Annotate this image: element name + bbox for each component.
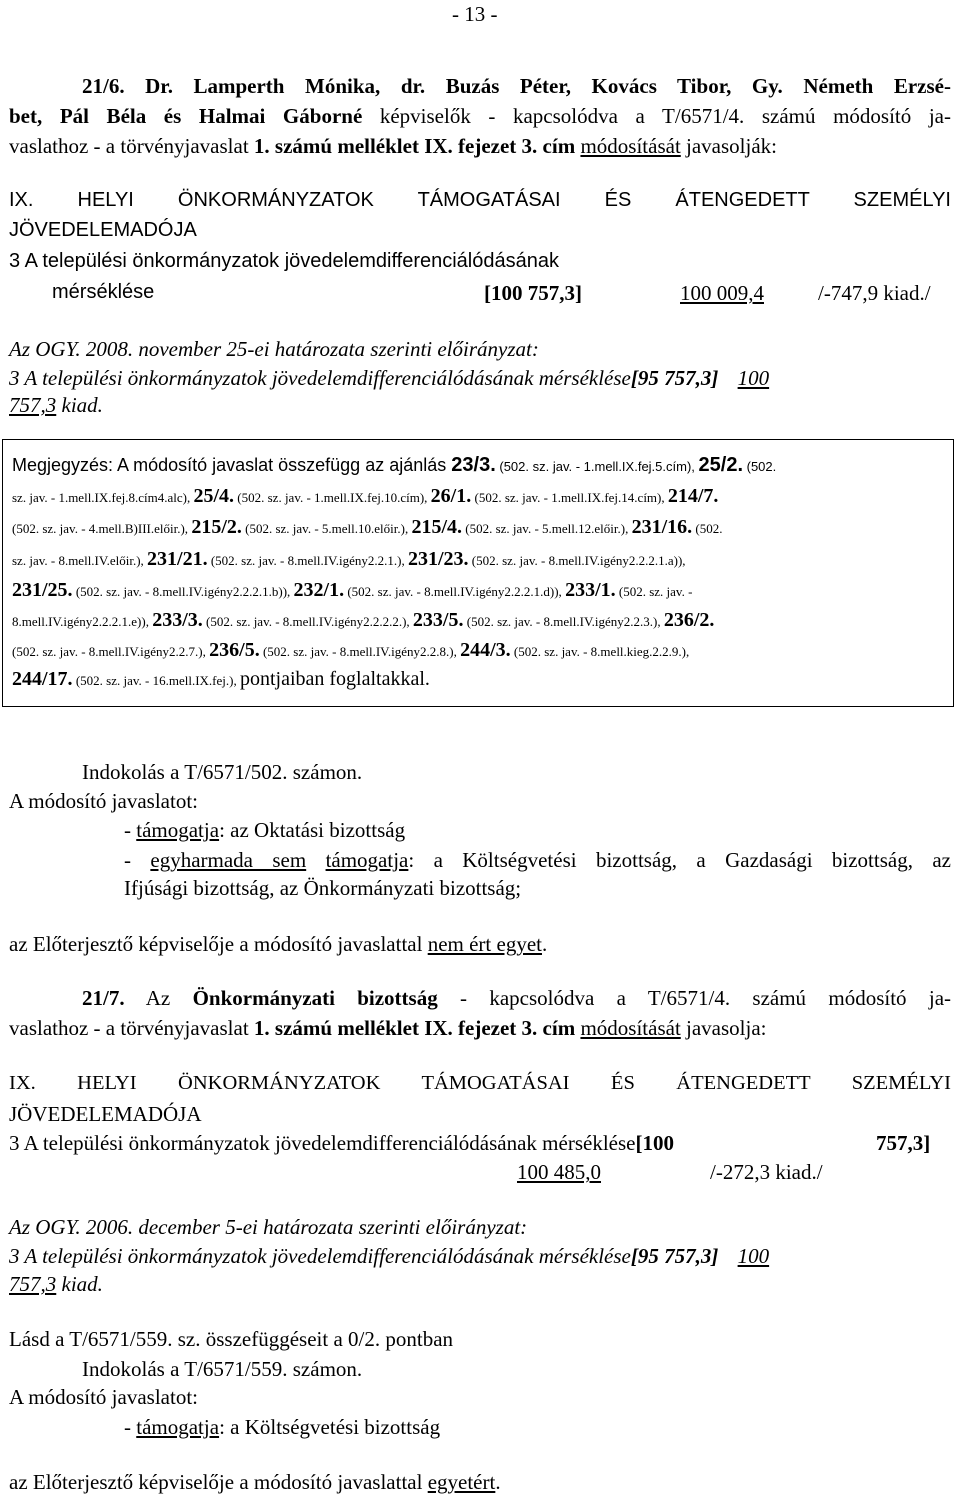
ref-detail: (502. sz. jav. - 8.mell.IV.igény2.2.1.), — [207, 553, 408, 568]
ogy-unit: kiad. — [61, 393, 103, 417]
ref-number: 215/2. — [191, 516, 242, 538]
proposer-line — [9, 932, 547, 956]
ref-detail: (502. sz. jav. - 8.mell.IV.igény2.2.7.), — [12, 644, 210, 659]
note-line-6 — [12, 609, 714, 632]
ogy-line: Az OGY. 2008. november 25-ei határozata szerinti előirányzat: — [9, 337, 539, 361]
ref-detail: (502. sz. jav. - 8.mell.IV.igény2.2.2.1.d)), — [344, 584, 566, 599]
support-committee: : a Költségvetési bizottság — [219, 1415, 441, 1439]
ogy-row-2 — [9, 1272, 103, 1296]
third-committees: : a Költségvetési bizottság, a Gazdasági bizottság, az — [408, 848, 951, 872]
item-21-6-line-1 — [9, 74, 951, 98]
ogy-row-1 — [9, 366, 769, 390]
line-text: javasolják: — [686, 134, 778, 158]
item-number: 21/6. — [82, 74, 125, 98]
ref-detail: (502. sz. jav. - 1.mell.IX.fej.14.cím), — [471, 490, 668, 505]
ref-detail: (502. sz. jav. - — [615, 584, 693, 599]
appropriation-new: 100 009,4 — [680, 281, 764, 305]
proposer-text: az Előterjesztő képviselője a módosító javaslattal — [9, 1470, 423, 1494]
ref-detail: (502. sz. jav. - 8.mell.IV.igény2.2.2.2.), — [202, 614, 413, 629]
ref-closing: pontjaiban foglaltakkal. — [239, 668, 430, 690]
ref-number: 231/21. — [147, 548, 208, 570]
reasoning-ref: Indokolás a T/6571/502. számon. — [82, 760, 363, 784]
committee-name: Önkormányzati bizottság — [192, 986, 438, 1010]
appropriation-new: 100 485,0 — [517, 1160, 601, 1184]
third-line-1 — [124, 848, 951, 872]
ref-number: 233/1. — [565, 579, 616, 601]
note-line-1 — [12, 454, 776, 477]
ref-detail: (502. sz. jav. - 8.mell.kieg.2.2.9.), — [510, 644, 690, 659]
item-21-7-line-2 — [9, 1016, 767, 1040]
support-word: támogatja — [136, 818, 220, 842]
reasoning-ref: Indokolás a T/6571/559. számon. — [82, 1357, 363, 1381]
see-reference: Lásd a T/6571/559. sz. összefüggéseit a 0/2. pontban — [9, 1327, 454, 1351]
third-word: egyharmada sem — [150, 848, 307, 872]
ref-number: 215/4. — [411, 516, 463, 538]
dash: - — [124, 818, 137, 842]
ref-number: 232/1. — [293, 579, 345, 601]
ref-detail: (502. sz. jav. - 1.mell.IX.fej.10.cím), — [234, 490, 431, 505]
appropriation-title: 3 A települési önkormányzatok jövedelemdifferenciálódásának — [9, 250, 559, 272]
line-text: javasolja: — [686, 1016, 767, 1040]
ref-detail: 8.mell.IV.igény2.2.2.1.e)), — [12, 614, 153, 629]
appropriation-diff: /-272,3 kiad./ — [710, 1160, 823, 1184]
ref-number: 25/4. — [193, 485, 235, 507]
support-line — [124, 1415, 440, 1439]
ref-detail: (502. sz. jav. - 16.mell.IX.fej.), — [72, 673, 240, 688]
item-21-7-line-1 — [9, 986, 951, 1010]
ref-detail: (502. sz. jav. - 8.mell.IV.igény2.2.8.), — [259, 644, 461, 659]
ogy-unit: kiad. — [61, 1272, 103, 1296]
ref-number: 231/16. — [631, 516, 693, 538]
ref-number: 214/7. — [667, 485, 719, 507]
ref-detail: (502. sz. jav. - 8.mell.IV.igény2.2.2.1.a)), — [468, 553, 686, 568]
ref-number: 23/3. — [451, 454, 496, 476]
ref-number: 244/17. — [12, 668, 73, 690]
ogy-row-2 — [9, 393, 103, 417]
chapter-heading: IX. HELYI ÖNKORMÁNYZATOK TÁMOGATÁSAI ÉS ÁTENGEDETT SZEMÉLYI — [9, 1072, 951, 1094]
ref-detail: (502. sz. jav. - 8.mell.IV.igény2.2.3.), — [463, 614, 664, 629]
ogy-old: [95 757,3] — [630, 1244, 719, 1268]
proposer-opinion: nem ért egyet — [427, 932, 542, 956]
annex-ref: 1. számú melléklet IX. fejezet 3. cím — [253, 134, 576, 158]
appropriation-old-cont: 757,3] — [876, 1131, 931, 1155]
annex-ref: 1. számú melléklet IX. fejezet 3. cím — [253, 1016, 576, 1040]
ogy-label: 3 A települési önkormányzatok jövedelemdifferenciálódásának mérséklése — [9, 1244, 631, 1268]
third-line-2: Ifjúsági bizottság, az Önkormányzati bizottság; — [124, 876, 522, 900]
support-line — [124, 818, 405, 842]
ref-detail: sz. jav. - 1.mell.IX.fej.8.cím4.alc), — [12, 490, 194, 505]
ref-number: 231/25. — [12, 579, 73, 601]
note-line-8 — [12, 668, 430, 691]
modification-word: módosítását — [580, 1016, 681, 1040]
note-line-2 — [12, 485, 718, 508]
chapter-heading-cont: JÖVEDELEMADÓJA — [9, 1102, 202, 1126]
ogy-new-cont: 757,3 — [9, 393, 57, 417]
note-label: Megjegyzés: A módosító javaslat összefügg az ajánlás — [12, 455, 447, 475]
note-line-4 — [12, 548, 686, 571]
support-committee: : az Oktatási bizottság — [219, 818, 406, 842]
support-word: támogatja — [136, 1415, 220, 1439]
appropriation-label: 3 A települési önkormányzatok jövedelemdifferenciálódásának mérséklése — [9, 1131, 636, 1155]
ogy-new: 100 — [737, 1244, 770, 1268]
ref-detail: sz. jav. - 8.mell.IV.előir.), — [12, 553, 148, 568]
ref-detail: (502. sz. jav. - 5.mell.10.előir.), — [241, 521, 412, 536]
ref-number: 233/3. — [152, 609, 203, 631]
line-text: - kapcsolódva a T/6571/4. számú módosító ja- — [460, 986, 952, 1010]
line-text: vaslathoz - a törvényjavaslat — [9, 1016, 249, 1040]
item-21-6-line-2 — [9, 104, 951, 128]
modification-label: A módosító javaslatot: — [9, 1385, 198, 1409]
ref-number: 244/3. — [460, 639, 511, 661]
ref-detail: (502. — [743, 459, 777, 474]
modification-label: A módosító javaslatot: — [9, 789, 198, 813]
note-box — [2, 439, 954, 707]
line-text: Az — [145, 986, 171, 1010]
proposers: Dr. Lamperth Mónika, dr. Buzás Péter, Kovács Tibor, Gy. Németh Erzsé- — [145, 74, 951, 98]
ref-number: 236/2. — [663, 609, 715, 631]
ref-detail: (502. sz. jav. - 8.mell.IV.igény2.2.2.1.b)), — [72, 584, 294, 599]
dash: - — [124, 848, 151, 872]
ref-detail: (502. — [692, 521, 723, 536]
appropriation-old: [100 — [635, 1131, 674, 1155]
period: . — [541, 932, 548, 956]
page-number: - 13 - — [452, 2, 498, 26]
proposer-line — [9, 1470, 501, 1494]
proposers-role: képviselők - kapcsolódva a T/6571/4. számú módosító ja- — [379, 104, 951, 128]
ref-number: 231/23. — [407, 548, 469, 570]
modification-word: módosítását — [580, 134, 681, 158]
ogy-row-1 — [9, 1244, 769, 1268]
note-line-5 — [12, 579, 692, 602]
appropriation-row-1 — [9, 1131, 674, 1155]
ogy-new: 100 — [737, 366, 770, 390]
item-21-6-line-3 — [9, 134, 777, 158]
note-line-3 — [12, 516, 723, 539]
appropriation-label: mérséklése — [52, 281, 155, 303]
ref-number: 26/1. — [430, 485, 472, 507]
appropriation-diff: /-747,9 kiad./ — [818, 281, 931, 305]
line-text: vaslathoz - a törvényjavaslat — [9, 134, 249, 158]
proposers-cont: bet, Pál Béla és Halmai Gáborné — [9, 104, 363, 128]
chapter-heading: IX. HELYI ÖNKORMÁNYZATOK TÁMOGATÁSAI ÉS ÁTENGEDETT SZEMÉLYI — [9, 189, 951, 211]
appropriation-old: [100 757,3] — [484, 281, 582, 305]
chapter-heading-cont: JÖVEDELEMADÓJA — [9, 219, 197, 241]
ogy-old: [95 757,3] — [630, 366, 719, 390]
proposer-text: az Előterjesztő képviselője a módosító javaslattal — [9, 932, 423, 956]
ref-number: 25/2. — [698, 454, 743, 476]
support-word: támogatja — [325, 848, 409, 872]
ogy-label: 3 A települési önkormányzatok jövedelemdifferenciálódásának mérséklése — [9, 366, 631, 390]
ogy-line: Az OGY. 2006. december 5-ei határozata szerinti előirányzat: — [9, 1215, 528, 1239]
period: . — [495, 1470, 501, 1494]
ref-detail: (502. sz. jav. - 5.mell.12.előir.), — [462, 521, 632, 536]
note-refs — [451, 455, 776, 475]
note-line-7 — [12, 639, 689, 662]
proposer-opinion: egyetért — [427, 1470, 496, 1494]
ref-detail: (502. sz. jav. - 1.mell.IX.fej.5.cím), — [495, 459, 699, 474]
ogy-new-cont: 757,3 — [9, 1272, 57, 1296]
ref-number: 236/5. — [209, 639, 260, 661]
ref-detail: (502. sz. jav. - 4.mell.B)III.előir.), — [12, 521, 192, 536]
ref-number: 233/5. — [412, 609, 464, 631]
dash: - — [124, 1415, 137, 1439]
item-number: 21/7. — [82, 986, 125, 1010]
